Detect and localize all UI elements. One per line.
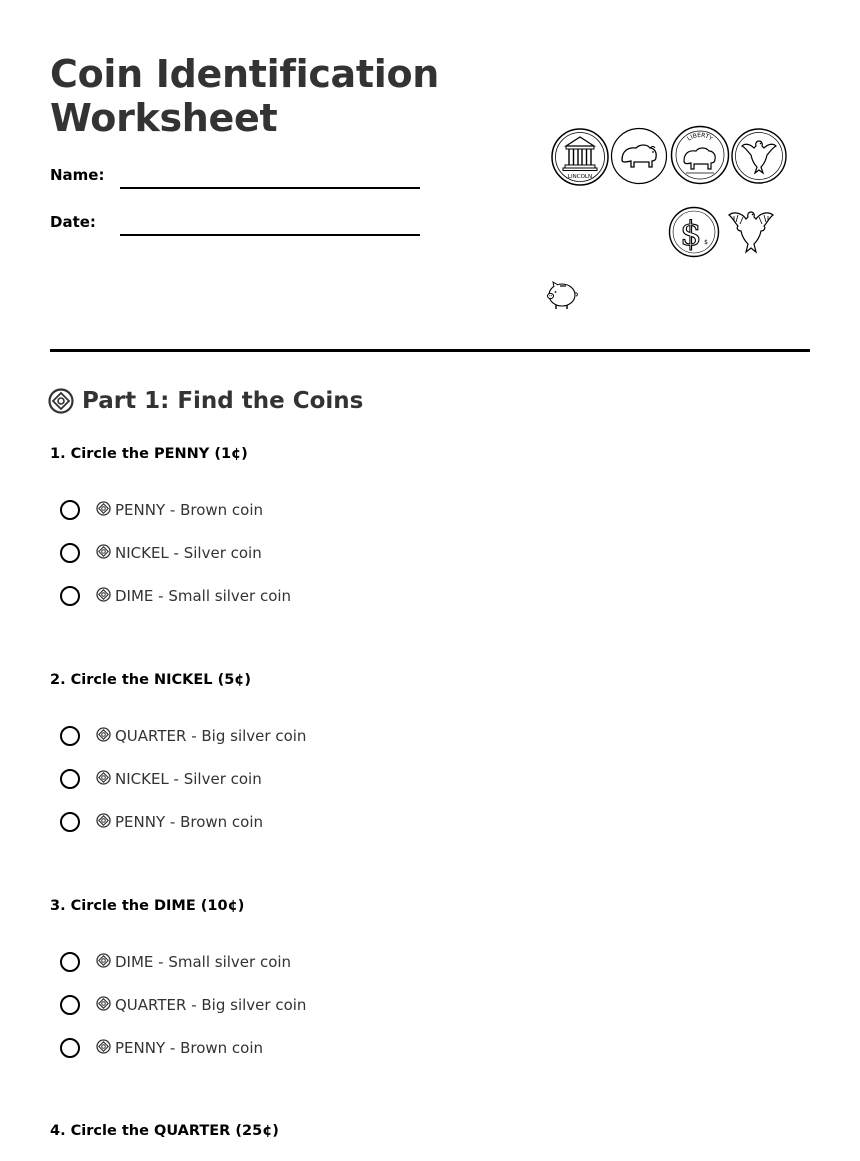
coin-icon bbox=[96, 501, 111, 516]
eagle-coin-icon bbox=[730, 127, 788, 185]
answer-radio[interactable] bbox=[60, 543, 80, 563]
question-1-prompt: 1. Circle the PENNY (1¢) bbox=[50, 446, 248, 462]
coin-icon bbox=[96, 727, 111, 742]
answer-radio[interactable] bbox=[60, 952, 80, 972]
option-label: QUARTER - Big silver coin bbox=[115, 996, 307, 1014]
answer-radio[interactable] bbox=[60, 500, 80, 520]
answer-radio[interactable] bbox=[60, 1038, 80, 1058]
question-4-prompt: 4. Circle the QUARTER (25¢) bbox=[50, 1123, 279, 1139]
answer-radio[interactable] bbox=[60, 769, 80, 789]
dollar-coin-icon bbox=[668, 206, 720, 258]
svg-text:$: $ bbox=[680, 214, 702, 254]
question-3-prompt: 3. Circle the DIME (10¢) bbox=[50, 898, 245, 914]
svg-text:$: $ bbox=[704, 239, 708, 246]
question-3-option[interactable] bbox=[60, 949, 291, 975]
question-3-option[interactable] bbox=[60, 1035, 263, 1061]
name-field[interactable] bbox=[120, 187, 420, 189]
question-1-option[interactable] bbox=[60, 497, 263, 523]
part1-heading bbox=[48, 388, 363, 414]
option-label: DIME - Small silver coin bbox=[115, 587, 292, 605]
option-label: NICKEL - Silver coin bbox=[115, 544, 262, 562]
question-2-option[interactable] bbox=[60, 766, 262, 792]
coin-icon bbox=[96, 996, 111, 1011]
question-1-option[interactable] bbox=[60, 583, 291, 609]
coin-inscription: LIBERTY bbox=[686, 131, 714, 143]
coin-icon bbox=[96, 770, 111, 785]
coin-inscription: LINCOLN bbox=[567, 174, 593, 180]
answer-radio[interactable] bbox=[60, 995, 80, 1015]
date-label: Date: bbox=[50, 213, 96, 231]
part1-heading-text: Part 1: Find the Coins bbox=[82, 388, 364, 414]
section-divider bbox=[50, 349, 810, 352]
coin-icon bbox=[96, 953, 111, 968]
buffalo-liberty-coin-icon bbox=[670, 125, 730, 185]
option-label: PENNY - Brown coin bbox=[115, 501, 264, 519]
coin-icon bbox=[96, 1039, 111, 1054]
coin-icon bbox=[96, 587, 111, 602]
eagle-icon bbox=[726, 206, 776, 258]
answer-radio[interactable] bbox=[60, 726, 80, 746]
question-3-option[interactable] bbox=[60, 992, 306, 1018]
question-1-option[interactable] bbox=[60, 540, 262, 566]
question-2-option[interactable] bbox=[60, 723, 306, 749]
coin-icon bbox=[96, 813, 111, 828]
piggy-bank-icon bbox=[545, 278, 579, 312]
coin-icon bbox=[48, 388, 74, 414]
page-title: Coin Identification Worksheet bbox=[50, 52, 440, 140]
answer-radio[interactable] bbox=[60, 812, 80, 832]
building-coin-icon bbox=[550, 127, 610, 187]
name-label: Name: bbox=[50, 166, 105, 184]
date-field[interactable] bbox=[120, 234, 420, 236]
option-label: DIME - Small silver coin bbox=[115, 953, 292, 971]
question-2-option[interactable] bbox=[60, 809, 263, 835]
option-label: NICKEL - Silver coin bbox=[115, 770, 262, 788]
coin-icon bbox=[96, 544, 111, 559]
question-2-prompt: 2. Circle the NICKEL (5¢) bbox=[50, 672, 252, 688]
option-label: PENNY - Brown coin bbox=[115, 813, 264, 831]
answer-radio[interactable] bbox=[60, 586, 80, 606]
buffalo-coin-icon bbox=[610, 127, 668, 185]
option-label: QUARTER - Big silver coin bbox=[115, 727, 307, 745]
option-label: PENNY - Brown coin bbox=[115, 1039, 264, 1057]
